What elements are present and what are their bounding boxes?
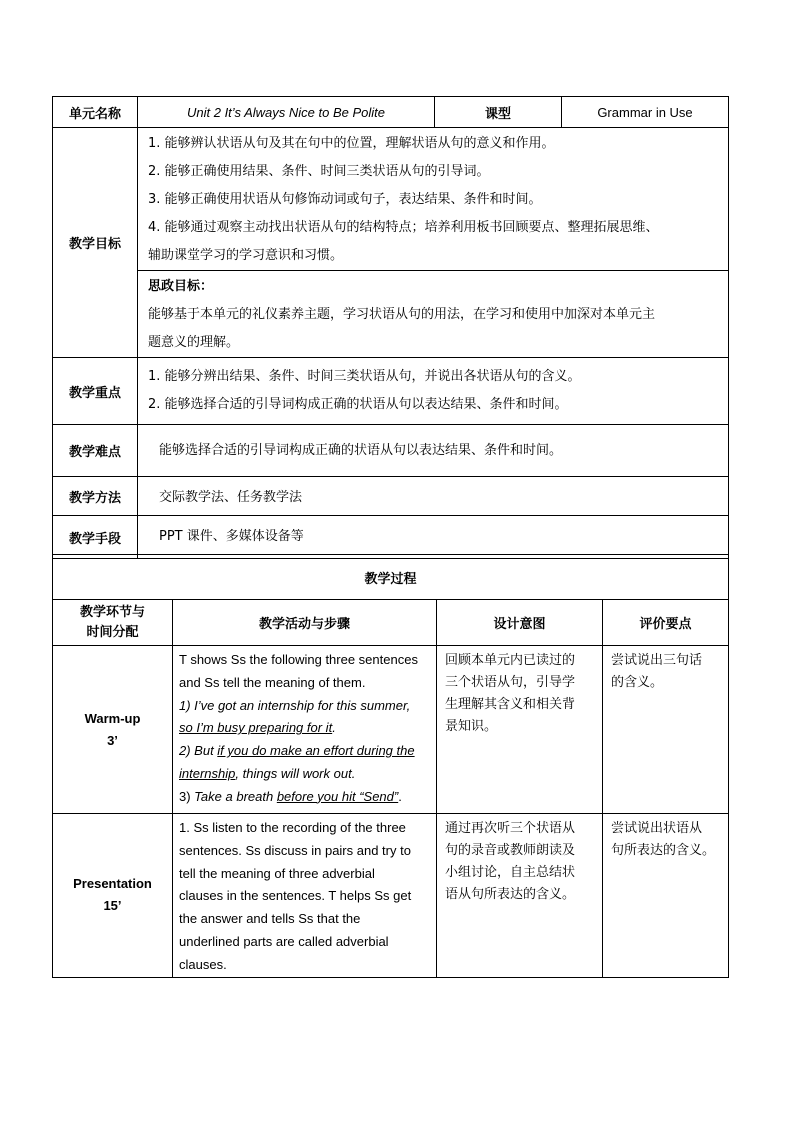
- ideology-title: 思政目标：: [148, 279, 214, 294]
- objectives-label: 教学目标: [53, 128, 138, 358]
- intent-line: 三个状语从句，引导学: [445, 675, 576, 690]
- col-activity-header: 教学活动与步骤: [173, 600, 437, 646]
- presentation-stage: [53, 814, 173, 978]
- lesson-info-table: [52, 96, 729, 559]
- sentence-3-main: Take a breath: [194, 788, 277, 804]
- methods-text: 交际教学法、任务教学法: [138, 477, 729, 516]
- activity-line: the answer and tells Ss that the: [179, 911, 361, 927]
- sentence-2-rest: , things will work out.: [235, 765, 356, 781]
- warmup-stage: [53, 646, 173, 814]
- intent-line: 生理解其含义和相关背: [445, 697, 576, 712]
- key-points-label: 教学重点: [53, 358, 138, 425]
- col-stage-line: 教学环节与: [79, 604, 145, 620]
- sentence-1-clause: so I’m busy preparing for it: [179, 720, 333, 736]
- teaching-process-table: [52, 554, 729, 978]
- warmup-time: 3’: [107, 732, 118, 748]
- eval-line: 尝试说出三句话: [611, 653, 703, 668]
- sentence-2-prefix: 2) But: [179, 743, 218, 759]
- activity-line: clauses in the sentences. T helps Ss get: [179, 888, 412, 904]
- activity-line: 1. Ss listen to the recording of the three: [179, 820, 406, 835]
- activity-line: sentences. Ss discuss in pairs and try to: [179, 842, 411, 858]
- ideology-line: 题意义的理解。: [148, 335, 240, 350]
- warmup-eval: [603, 646, 729, 814]
- col-intent-header: 设计意图: [437, 600, 603, 646]
- ideology-objective: [138, 271, 729, 358]
- activity-line: tell the meaning of three adverbial: [179, 865, 375, 881]
- presentation-intent: [437, 814, 603, 978]
- objective-item: 4. 能够通过观察主动找出状语从句的结构特点；培养利用板书回顾要点、整理拓展思维、: [148, 220, 659, 235]
- eval-line: 的含义。: [611, 675, 664, 690]
- key-point-item: 1. 能够分辨出结果、条件、时间三类状语从句，并说出各状语从句的含义。: [148, 369, 581, 384]
- lesson-type-value: Grammar in Use: [562, 97, 729, 128]
- means-text: PPT 课件、多媒体设备等: [138, 516, 729, 559]
- activity-line: and Ss tell the meaning of them.: [179, 674, 366, 690]
- sentence-2-clause-end: internship: [179, 765, 236, 781]
- difficulties-text: 能够选择合适的引导词构成正确的状语从句以表达结果、条件和时间。: [138, 425, 729, 477]
- activity-line: clauses.: [179, 956, 227, 972]
- presentation-eval: [603, 814, 729, 978]
- objective-item: 3. 能够正确使用状语从句修饰动词或句子，表达结果、条件和时间。: [148, 192, 542, 207]
- col-stage-header: [53, 600, 173, 646]
- activity-line: underlined parts are called adverbial: [179, 933, 389, 949]
- intent-line: 句的录音或教师朗读及: [445, 843, 576, 858]
- activity-line: T shows Ss the following three sentences: [179, 652, 418, 667]
- objectives-list: [138, 128, 729, 271]
- sentence-1-end: .: [332, 720, 336, 736]
- unit-name-value: Unit 2 It’s Always Nice to Be Polite: [138, 97, 435, 128]
- sentence-3-clause: before you hit “Send”: [276, 788, 399, 804]
- col-stage-line: 时间分配: [86, 624, 139, 640]
- eval-line: 尝试说出状语从: [611, 821, 703, 836]
- ideology-line: 能够基于本单元的礼仪素养主题，学习状语从句的用法，在学习和使用中加深对本单元主: [148, 307, 656, 322]
- sentence-1-line: 1) I’ve got an internship for this summer,: [179, 697, 411, 713]
- intent-line: 景知识。: [445, 719, 498, 734]
- warmup-activity: [173, 646, 437, 814]
- difficulties-label: 教学难点: [53, 425, 138, 477]
- intent-line: 小组讨论，自主总结状: [445, 865, 576, 880]
- col-eval-header: 评价要点: [603, 600, 729, 646]
- sentence-3-end: .: [398, 788, 402, 804]
- presentation-stage-name: Presentation: [73, 876, 152, 892]
- warmup-stage-name: Warm-up: [84, 710, 141, 726]
- objective-item: 2. 能够正确使用结果、条件、时间三类状语从句的引导词。: [148, 164, 490, 179]
- sentence-2-clause: if you do make an effort during the: [217, 743, 415, 759]
- warmup-intent: [437, 646, 603, 814]
- lesson-type-label: 课型: [435, 97, 562, 128]
- intent-line: 通过再次听三个状语从: [445, 821, 576, 836]
- intent-line: 回顾本单元内已读过的: [445, 653, 576, 668]
- key-point-item: 2. 能够选择合适的引导词构成正确的状语从句以表达结果、条件和时间。: [148, 397, 568, 412]
- key-points-list: [138, 358, 729, 425]
- unit-name-label: 单元名称: [53, 97, 138, 128]
- objective-item: 1. 能够辨认状语从句及其在句中的位置，理解状语从句的意义和作用。: [148, 136, 555, 151]
- objective-item: 辅助课堂学习的学习意识和习惯。: [148, 248, 344, 263]
- eval-line: 句所表达的含义。: [611, 843, 716, 858]
- means-label: 教学手段: [53, 516, 138, 559]
- intent-line: 语从句所表达的含义。: [445, 887, 576, 902]
- sentence-3-prefix: 3): [179, 788, 195, 804]
- presentation-time: 15’: [103, 898, 122, 914]
- process-title: 教学过程: [53, 555, 729, 600]
- methods-label: 教学方法: [53, 477, 138, 516]
- presentation-activity: [173, 814, 437, 978]
